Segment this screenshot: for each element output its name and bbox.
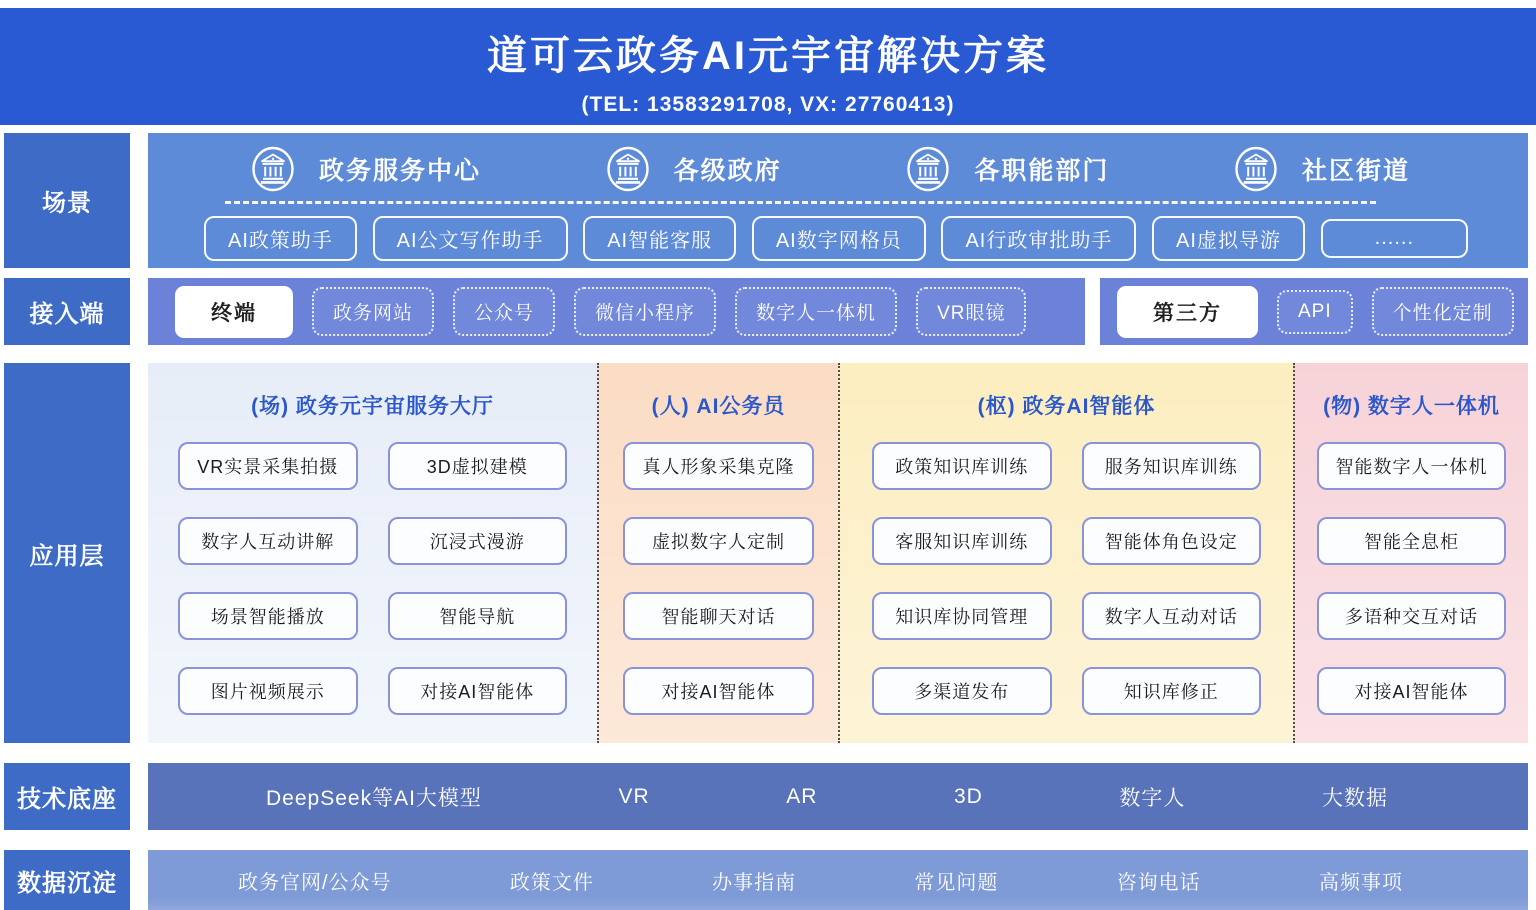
assistant-button-customer-service[interactable]: AI智能客服 <box>583 216 736 261</box>
row-label-data-layer-text: 数据沉淀 <box>17 869 117 897</box>
access-chip-vr-glasses[interactable]: VR眼镜 <box>916 287 1026 336</box>
assistant-button-grid-worker[interactable]: AI数字网格员 <box>752 216 926 261</box>
government-building-icon <box>250 146 296 192</box>
access-chip-digital-human-kiosk[interactable]: 数字人一体机 <box>735 287 897 336</box>
feature-card[interactable]: 真人形象采集克隆 <box>623 442 814 490</box>
assistant-button-approval[interactable]: AI行政审批助手 <box>941 216 1136 261</box>
feature-card[interactable]: 场景智能播放 <box>178 592 358 640</box>
tech-item-ar: AR <box>786 784 818 808</box>
feature-card[interactable]: 沉浸式漫游 <box>388 517 568 565</box>
feature-card[interactable]: 图片视频展示 <box>178 667 358 715</box>
tech-item-vr: VR <box>618 784 650 808</box>
access-chip-customization[interactable]: 个性化定制 <box>1372 287 1514 336</box>
assistant-button-policy[interactable]: AI政策助手 <box>204 216 357 261</box>
feature-card[interactable]: 数字人互动对话 <box>1082 592 1262 640</box>
row-label-access-text: 接入端 <box>29 301 105 328</box>
feature-card[interactable]: 多渠道发布 <box>872 667 1052 715</box>
row-label-application-text: 应用层 <box>29 542 105 570</box>
header-banner <box>0 8 1536 125</box>
feature-card[interactable]: 3D虚拟建模 <box>388 442 568 490</box>
row-label-access <box>4 278 130 345</box>
card-grid <box>599 442 838 715</box>
card-grid <box>840 442 1293 715</box>
org-item-community <box>1233 146 1410 192</box>
tech-item-3d: 3D <box>953 784 983 808</box>
card-grid <box>1295 442 1528 715</box>
card-grid <box>148 442 597 715</box>
row-label-tech-base-text: 技术底座 <box>17 786 117 813</box>
column-title: (场) 政务元宇宙服务大厅 <box>251 395 494 418</box>
feature-card[interactable]: 虚拟数字人定制 <box>623 517 814 565</box>
row-label-application <box>4 363 130 743</box>
feature-card[interactable]: 智能聊天对话 <box>623 592 814 640</box>
scene-org-row <box>148 133 1528 192</box>
org-label: 政务服务中心 <box>319 157 482 185</box>
assistant-button-virtual-guide[interactable]: AI虚拟导游 <box>1152 216 1305 261</box>
org-label: 社区街道 <box>1301 157 1410 185</box>
org-item-service-center <box>250 146 481 192</box>
row-label-data-layer <box>4 850 130 910</box>
feature-card[interactable]: 知识库协同管理 <box>872 592 1052 640</box>
data-item-service-guide: 办事指南 <box>712 871 797 894</box>
row-label-scene-text: 场景 <box>42 190 92 217</box>
government-building-icon <box>605 146 651 192</box>
feature-card[interactable]: 对接AI智能体 <box>1317 667 1506 715</box>
feature-card[interactable]: VR实景采集拍摄 <box>178 442 358 490</box>
feature-card[interactable]: 知识库修正 <box>1082 667 1262 715</box>
app-column-metaverse-hall <box>148 363 597 743</box>
feature-card[interactable]: 客服知识库训练 <box>872 517 1052 565</box>
contact-info: (TEL: 13583291708, VX: 27760413) <box>581 93 955 116</box>
data-item-official-site: 政务官网/公众号 <box>238 871 392 894</box>
feature-card[interactable]: 智能体角色设定 <box>1082 517 1262 565</box>
feature-card[interactable]: 数字人互动讲解 <box>178 517 358 565</box>
data-item-policy-docs: 政策文件 <box>509 871 594 894</box>
org-label: 各级政府 <box>673 157 782 185</box>
access-chip-api[interactable]: API <box>1277 290 1353 334</box>
access-chip-mini-program[interactable]: 微信小程序 <box>574 287 716 336</box>
access-chip-official-account[interactable]: 公众号 <box>453 287 555 336</box>
tech-item-digital-human: 数字人 <box>1119 786 1186 810</box>
org-label: 各职能部门 <box>974 157 1110 185</box>
government-building-icon <box>1233 146 1279 192</box>
feature-card[interactable]: 政策知识库训练 <box>872 442 1052 490</box>
feature-card[interactable]: 智能导航 <box>388 592 568 640</box>
access-third-party-panel <box>1100 278 1528 345</box>
access-terminal-panel <box>148 278 1085 345</box>
feature-card[interactable]: 多语种交互对话 <box>1317 592 1506 640</box>
scene-panel <box>148 133 1528 268</box>
column-title: (人) AI公务员 <box>651 395 786 418</box>
row-label-tech-base <box>4 763 130 830</box>
feature-card[interactable]: 智能数字人一体机 <box>1317 442 1506 490</box>
tech-item-ai-models: DeepSeek等AI大模型 <box>266 786 482 810</box>
app-column-ai-civil-servant <box>597 363 838 743</box>
terminal-button[interactable]: 终端 <box>175 286 293 338</box>
assistant-button-row <box>148 204 1528 261</box>
app-column-digital-human-device <box>1293 363 1528 743</box>
data-item-frequent-matters: 高频事项 <box>1318 871 1403 894</box>
page-title: 道可云政务AI元宇宙解决方案 <box>487 34 1049 78</box>
org-item-departments <box>905 146 1109 192</box>
data-layer-panel <box>148 850 1528 910</box>
feature-card[interactable]: 智能全息柜 <box>1317 517 1506 565</box>
government-building-icon <box>905 146 951 192</box>
feature-card[interactable]: 对接AI智能体 <box>623 667 814 715</box>
tech-item-big-data: 大数据 <box>1321 786 1388 810</box>
feature-card[interactable]: 服务知识库训练 <box>1082 442 1262 490</box>
application-panel <box>148 363 1528 743</box>
third-party-button[interactable]: 第三方 <box>1117 286 1258 338</box>
data-item-hotline: 咨询电话 <box>1116 871 1201 894</box>
data-item-faq: 常见问题 <box>914 871 999 894</box>
column-title: (物) 数字人一体机 <box>1323 395 1500 418</box>
feature-card[interactable]: 对接AI智能体 <box>388 667 568 715</box>
app-column-ai-agent-hub <box>838 363 1293 743</box>
assistant-button-writing[interactable]: AI公文写作助手 <box>373 216 568 261</box>
column-title: (枢) 政务AI智能体 <box>977 395 1156 418</box>
org-item-governments <box>605 146 782 192</box>
access-chip-gov-website[interactable]: 政务网站 <box>312 287 434 336</box>
tech-base-panel <box>148 763 1528 830</box>
assistant-button-more[interactable]: ...... <box>1321 219 1468 258</box>
row-label-scene <box>4 133 130 268</box>
